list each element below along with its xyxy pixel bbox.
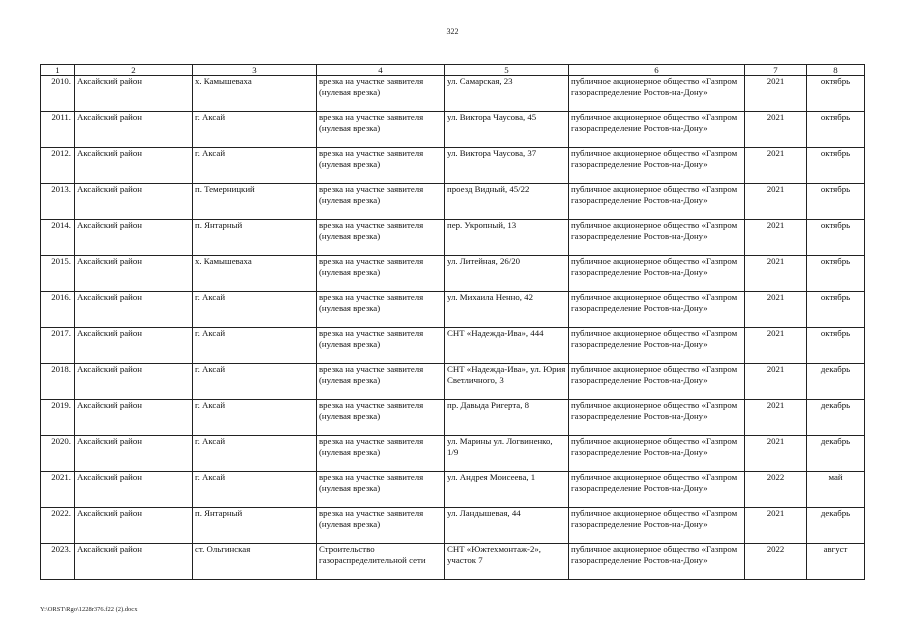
year-cell: 2021: [745, 292, 807, 328]
table-row: [41, 112, 865, 148]
address-cell: ул. Андрея Моисеева, 1: [445, 472, 569, 508]
settlement-cell: г. Аксай: [193, 328, 317, 364]
year-cell: 2022: [745, 544, 807, 580]
row-number-cell: 2011.: [41, 112, 75, 148]
organization-cell: публичное акционерное общество «Газпром газораспределение Ростов-на-Дону»: [569, 508, 745, 544]
table-row: [41, 328, 865, 364]
year-cell: 2021: [745, 112, 807, 148]
district-cell: Аксайский район: [75, 112, 193, 148]
month-cell: октябрь: [807, 292, 865, 328]
work-type-cell: врезка на участке заявителя (нулевая врезка): [317, 220, 445, 256]
row-number-cell: 2015.: [41, 256, 75, 292]
month-cell: октябрь: [807, 328, 865, 364]
settlement-cell: х. Камышеваха: [193, 76, 317, 112]
column-number: 1: [41, 65, 75, 76]
work-type-cell: врезка на участке заявителя (нулевая врезка): [317, 76, 445, 112]
organization-cell: публичное акционерное общество «Газпром газораспределение Ростов-на-Дону»: [569, 400, 745, 436]
district-cell: Аксайский район: [75, 220, 193, 256]
row-number-cell: 2010.: [41, 76, 75, 112]
year-cell: 2021: [745, 220, 807, 256]
organization-cell: публичное акционерное общество «Газпром газораспределение Ростов-на-Дону»: [569, 292, 745, 328]
row-number-cell: 2017.: [41, 328, 75, 364]
table-row: [41, 220, 865, 256]
district-cell: Аксайский район: [75, 328, 193, 364]
organization-cell: публичное акционерное общество «Газпром газораспределение Ростов-на-Дону»: [569, 544, 745, 580]
organization-cell: публичное акционерное общество «Газпром газораспределение Ростов-на-Дону»: [569, 436, 745, 472]
address-cell: пр. Давыда Ригерта, 8: [445, 400, 569, 436]
organization-cell: публичное акционерное общество «Газпром газораспределение Ростов-на-Дону»: [569, 364, 745, 400]
month-cell: декабрь: [807, 508, 865, 544]
year-cell: 2021: [745, 400, 807, 436]
table-row: [41, 148, 865, 184]
address-cell: СНТ «Надежда-Ива», ул. Юрия Светличного, 3: [445, 364, 569, 400]
column-number: 8: [807, 65, 865, 76]
year-cell: 2021: [745, 364, 807, 400]
year-cell: 2021: [745, 148, 807, 184]
work-type-cell: врезка на участке заявителя (нулевая врезка): [317, 436, 445, 472]
district-cell: Аксайский район: [75, 256, 193, 292]
address-cell: ул. Михаила Ненно, 42: [445, 292, 569, 328]
work-type-cell: врезка на участке заявителя (нулевая врезка): [317, 508, 445, 544]
month-cell: октябрь: [807, 112, 865, 148]
work-type-cell: врезка на участке заявителя (нулевая врезка): [317, 148, 445, 184]
column-number: 2: [75, 65, 193, 76]
column-number: 6: [569, 65, 745, 76]
column-number: 5: [445, 65, 569, 76]
district-cell: Аксайский район: [75, 184, 193, 220]
organization-cell: публичное акционерное общество «Газпром газораспределение Ростов-на-Дону»: [569, 148, 745, 184]
address-cell: СНТ «Южтехмонтаж-2», участок 7: [445, 544, 569, 580]
row-number-cell: 2012.: [41, 148, 75, 184]
address-cell: ул. Марины ул. Логвиненко, 1/9: [445, 436, 569, 472]
file-path-footer: Y:\ORST\Rgo\1228r376.f22 (2).docx: [40, 606, 138, 613]
settlement-cell: г. Аксай: [193, 364, 317, 400]
row-number-cell: 2020.: [41, 436, 75, 472]
district-cell: Аксайский район: [75, 400, 193, 436]
address-cell: СНТ «Надежда-Ива», 444: [445, 328, 569, 364]
row-number-cell: 2022.: [41, 508, 75, 544]
row-number-cell: 2018.: [41, 364, 75, 400]
address-cell: ул. Самарская, 23: [445, 76, 569, 112]
settlement-cell: п. Янтарный: [193, 220, 317, 256]
row-number-cell: 2016.: [41, 292, 75, 328]
organization-cell: публичное акционерное общество «Газпром газораспределение Ростов-на-Дону»: [569, 112, 745, 148]
district-cell: Аксайский район: [75, 472, 193, 508]
district-cell: Аксайский район: [75, 508, 193, 544]
settlement-cell: г. Аксай: [193, 472, 317, 508]
month-cell: октябрь: [807, 148, 865, 184]
row-number-cell: 2014.: [41, 220, 75, 256]
month-cell: октябрь: [807, 76, 865, 112]
address-cell: ул. Виктора Чаусова, 37: [445, 148, 569, 184]
table-row: [41, 400, 865, 436]
district-cell: Аксайский район: [75, 148, 193, 184]
year-cell: 2022: [745, 472, 807, 508]
row-number-cell: 2013.: [41, 184, 75, 220]
district-cell: Аксайский район: [75, 76, 193, 112]
address-cell: проезд Видный, 45/22: [445, 184, 569, 220]
organization-cell: публичное акционерное общество «Газпром газораспределение Ростов-на-Дону»: [569, 472, 745, 508]
address-cell: пер. Укропный, 13: [445, 220, 569, 256]
work-type-cell: врезка на участке заявителя (нулевая врезка): [317, 112, 445, 148]
year-cell: 2021: [745, 508, 807, 544]
address-cell: ул. Ландышевая, 44: [445, 508, 569, 544]
table-row: [41, 472, 865, 508]
year-cell: 2021: [745, 184, 807, 220]
district-cell: Аксайский район: [75, 364, 193, 400]
month-cell: декабрь: [807, 436, 865, 472]
table-row: [41, 544, 865, 580]
settlement-cell: г. Аксай: [193, 148, 317, 184]
organization-cell: публичное акционерное общество «Газпром газораспределение Ростов-на-Дону»: [569, 256, 745, 292]
page-number: 322: [446, 27, 459, 36]
year-cell: 2021: [745, 436, 807, 472]
month-cell: октябрь: [807, 184, 865, 220]
month-cell: октябрь: [807, 220, 865, 256]
month-cell: май: [807, 472, 865, 508]
address-cell: ул. Литейная, 26/20: [445, 256, 569, 292]
settlement-cell: г. Аксай: [193, 400, 317, 436]
settlement-cell: г. Аксай: [193, 112, 317, 148]
table-row: [41, 508, 865, 544]
table-row: [41, 292, 865, 328]
column-number-row: [41, 65, 865, 76]
work-type-cell: Строительство газораспределительной сети: [317, 544, 445, 580]
organization-cell: публичное акционерное общество «Газпром газораспределение Ростов-на-Дону»: [569, 220, 745, 256]
table-row: [41, 364, 865, 400]
table-row: [41, 256, 865, 292]
address-cell: ул. Виктора Чаусова, 45: [445, 112, 569, 148]
table-row: [41, 76, 865, 112]
settlement-cell: х. Камышеваха: [193, 256, 317, 292]
table-row: [41, 184, 865, 220]
column-number: 7: [745, 65, 807, 76]
table-body: [41, 76, 865, 580]
row-number-cell: 2023.: [41, 544, 75, 580]
gasification-table: [40, 64, 865, 580]
work-type-cell: врезка на участке заявителя (нулевая врезка): [317, 292, 445, 328]
month-cell: декабрь: [807, 364, 865, 400]
settlement-cell: п. Темерницкий: [193, 184, 317, 220]
district-cell: Аксайский район: [75, 292, 193, 328]
table-row: [41, 436, 865, 472]
settlement-cell: г. Аксай: [193, 292, 317, 328]
settlement-cell: п. Янтарный: [193, 508, 317, 544]
settlement-cell: г. Аксай: [193, 436, 317, 472]
work-type-cell: врезка на участке заявителя (нулевая врезка): [317, 400, 445, 436]
work-type-cell: врезка на участке заявителя (нулевая врезка): [317, 364, 445, 400]
work-type-cell: врезка на участке заявителя (нулевая врезка): [317, 256, 445, 292]
year-cell: 2021: [745, 256, 807, 292]
month-cell: декабрь: [807, 400, 865, 436]
row-number-cell: 2019.: [41, 400, 75, 436]
district-cell: Аксайский район: [75, 436, 193, 472]
month-cell: август: [807, 544, 865, 580]
year-cell: 2021: [745, 76, 807, 112]
column-number: 3: [193, 65, 317, 76]
work-type-cell: врезка на участке заявителя (нулевая врезка): [317, 472, 445, 508]
district-cell: Аксайский район: [75, 544, 193, 580]
year-cell: 2021: [745, 328, 807, 364]
organization-cell: публичное акционерное общество «Газпром газораспределение Ростов-на-Дону»: [569, 76, 745, 112]
work-type-cell: врезка на участке заявителя (нулевая врезка): [317, 328, 445, 364]
row-number-cell: 2021.: [41, 472, 75, 508]
column-number: 4: [317, 65, 445, 76]
work-type-cell: врезка на участке заявителя (нулевая врезка): [317, 184, 445, 220]
organization-cell: публичное акционерное общество «Газпром газораспределение Ростов-на-Дону»: [569, 184, 745, 220]
month-cell: октябрь: [807, 256, 865, 292]
organization-cell: публичное акционерное общество «Газпром газораспределение Ростов-на-Дону»: [569, 328, 745, 364]
settlement-cell: ст. Ольгинская: [193, 544, 317, 580]
